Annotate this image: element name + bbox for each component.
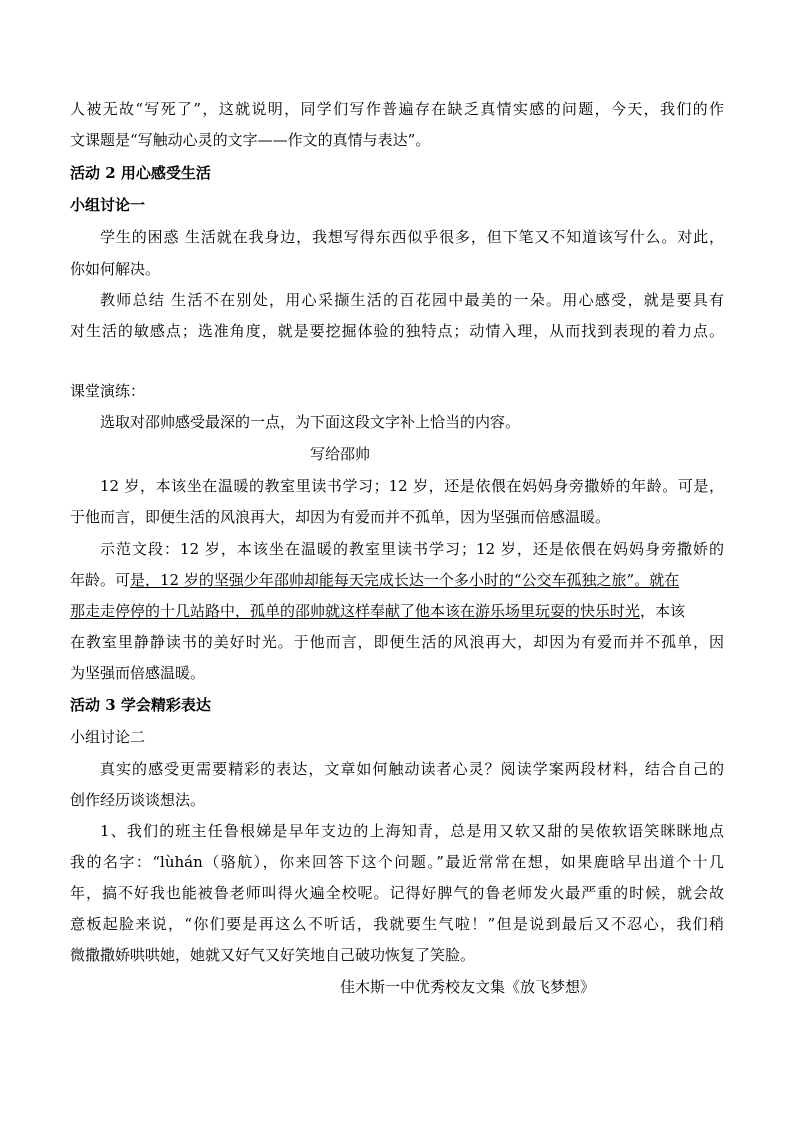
teacher-summary-line2: 对生活的敏感点；选准角度，就是要挖掘体验的独特点；动情入理，从而找到表现的着力点。	[70, 322, 724, 340]
sample-paragraph-line3	[70, 601, 724, 621]
group-discussion-2-heading: 小组讨论二	[70, 728, 146, 746]
sample-paragraph-line4: 在教室里静静读书的美好时光。于他而言，即便生活的风浪再大，却因为有爱而并不孤单，因	[70, 633, 724, 651]
practice-heading: 课堂演练：	[70, 382, 146, 400]
sample-paragraph-line1: 示范文段：12 岁，本该坐在温暖的教室里读书学习；12 岁，还是依偎在妈妈身旁撒娇的	[100, 540, 724, 558]
activity2-heading: 活动 2 用心感受生活	[70, 164, 211, 182]
material1-line5: 微撒撒娇哄哄她，她就又好气又好笑地自己破功恢复了笑脸。	[70, 946, 476, 964]
activity3-heading: 活动 3 学会精彩表达	[70, 696, 211, 714]
student-question-line1: 学生的困惑 生活就在我身边，我想写得东西似乎很多，但下笔又不知道该写什么。对此，	[100, 228, 724, 246]
practice-paragraph-line2: 于他而言，即便生活的风浪再大，却因为有爱而并不孤单，因为坚强而倍感温暖。	[70, 508, 611, 526]
sample-line2-plain: 年龄。可	[70, 571, 131, 589]
activity3-intro-line1: 真实的感受更需要精彩的表达，文章如何触动读者心灵？阅读学案两段材料，结合自己的	[100, 760, 724, 778]
sample-line3-underlined: 那走走停停的十几站路中，孤单的邵帅就这样奉献了他本该在游乐场里玩耍的快乐时光	[70, 602, 641, 620]
paragraph1-line1: 人被无故“写死了”，这就说明，同学们写作普遍存在缺乏真情实感的问题，今天，我们的作	[70, 100, 724, 118]
paragraph1-line2: 文课题是“写触动心灵的文字——作文的真情与表达”。	[70, 131, 431, 149]
student-question-line2: 你如何解决。	[70, 260, 161, 278]
material1-line3: 年，搞不好我也能被鲁老师叫得火遍全校呢。记得好脾气的鲁老师发火最严重的时候，就会故	[70, 884, 724, 902]
material1-line4: 意板起脸来说，“你们要是再这么不听话，我就要生气啦！”但是说到最后又不忍心，我们稍	[70, 915, 724, 933]
practice-paragraph-line1: 12 岁，本该坐在温暖的教室里读书学习；12 岁，还是依偎在妈妈身旁撒娇的年龄。可是，	[100, 477, 724, 495]
practice-title: 写给邵帅	[310, 445, 371, 463]
material1-line2: 我的名字：“lùhán（骆航），你来回答下这个问题。”最近常常在想，如果鹿晗早出道个十几	[70, 853, 724, 871]
practice-instruction: 选取对邵帅感受最深的一点，为下面这段文字补上恰当的内容。	[100, 413, 521, 431]
sample-paragraph-line2	[70, 570, 724, 590]
sample-line2-underlined: 是，12 岁的坚强少年邵帅却能每天完成长达一个多小时的“公交车孤独之旅”。就在	[130, 571, 680, 589]
material1-source: 佳木斯一中优秀校友文集《放飞梦想》	[340, 978, 596, 996]
teacher-summary-line1: 教师总结 生活不在别处，用心采撷生活的百花园中最美的一朵。用心感受，就是要具有	[100, 291, 724, 309]
activity3-intro-line2: 创作经历谈谈想法。	[70, 791, 206, 809]
material1-line1: 1、我们的班主任鲁根娣是早年支边的上海知青，总是用又软又甜的吴侬软语笑眯眯地点	[100, 822, 724, 840]
sample-paragraph-line5: 为坚强而倍感温暖。	[70, 664, 206, 682]
group-discussion-1-heading: 小组讨论一	[70, 196, 146, 214]
sample-line3-plain: ，本该	[640, 602, 686, 620]
